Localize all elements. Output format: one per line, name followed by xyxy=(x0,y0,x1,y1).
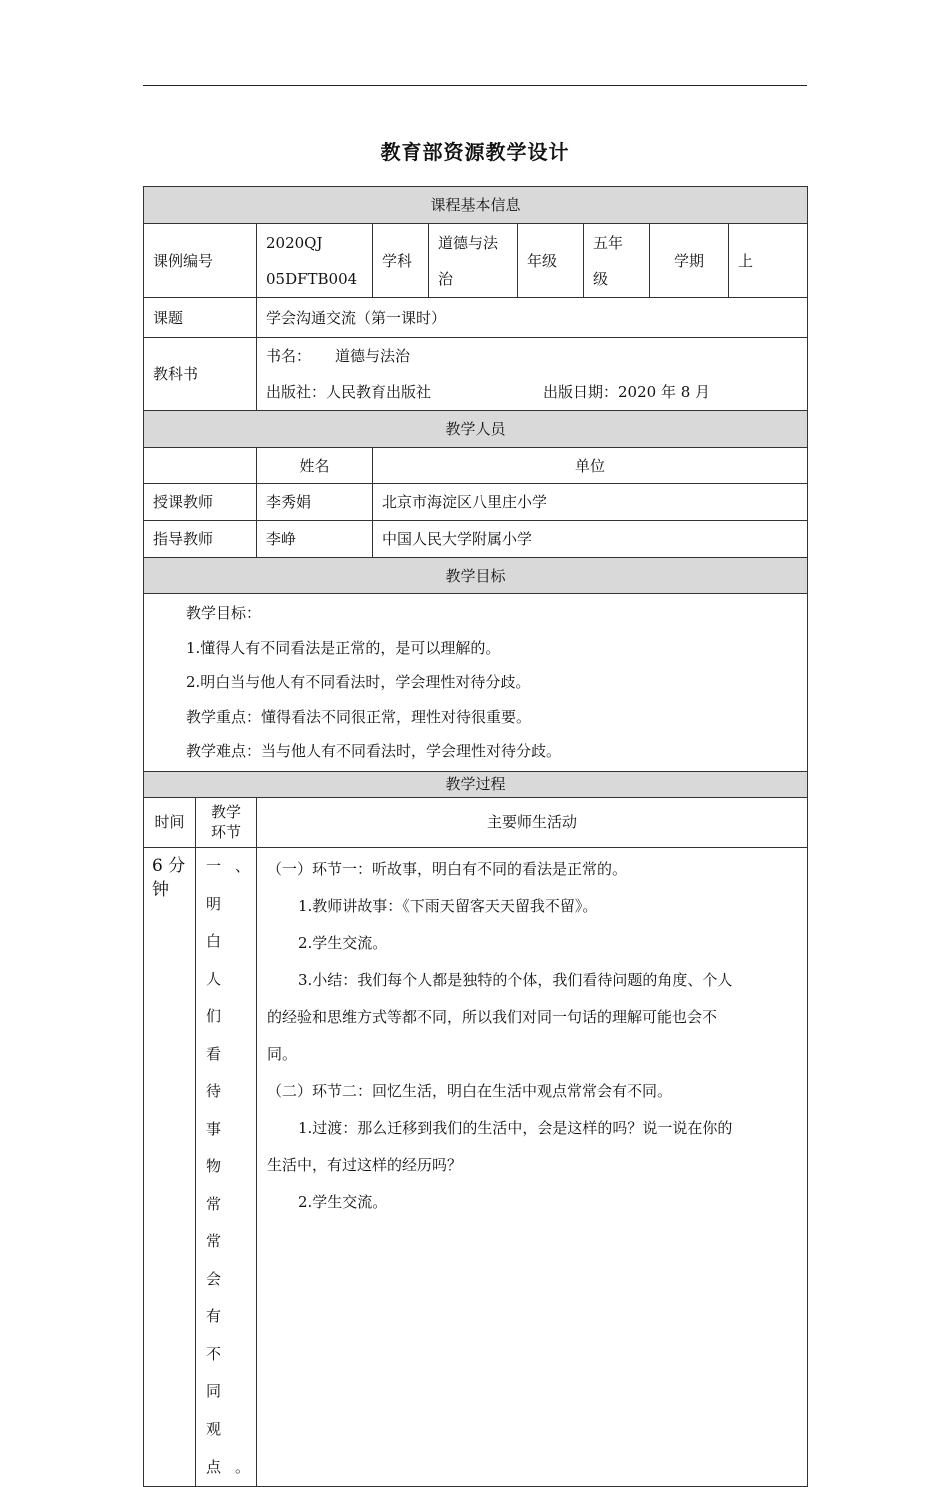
process-stage: 一、 明白 人们 看待 事物 常常 会有 不同 观 点。 xyxy=(196,847,257,1486)
activity-line: （一）环节一：听故事，明白有不同的看法是正常的。 xyxy=(267,859,628,878)
activity-line: 2.学生交流。 xyxy=(298,1192,388,1211)
term-label: 学期 xyxy=(650,224,729,298)
goals-content xyxy=(144,594,808,772)
case-number-label: 课例编号 xyxy=(144,224,257,298)
activity-line: 3.小结：我们每个人都是独特的个体，我们看待问题的角度、个人 xyxy=(298,970,733,989)
topic-label: 课题 xyxy=(144,298,257,338)
subject-value: 道德与法 治 xyxy=(429,224,518,298)
activity-line: 生活中，有过这样的经历吗？ xyxy=(267,1155,463,1174)
staff-role: 授课教师 xyxy=(144,484,257,521)
staff-name: 李峥 xyxy=(257,521,373,558)
staff-unit: 中国人民大学附属小学 xyxy=(373,521,808,558)
goals-line: 教学重点：懂得看法不同很正常，理性对待很重要。 xyxy=(186,707,532,726)
staff-header-unit: 单位 xyxy=(373,448,808,484)
process-activities xyxy=(257,847,808,1486)
staff-role: 指导教师 xyxy=(144,521,257,558)
staff-header-name: 姓名 xyxy=(257,448,373,484)
staff-unit: 北京市海淀区八里庄小学 xyxy=(373,484,808,521)
activity-line: （二）环节二：回忆生活，明白在生活中观点常常会有不同。 xyxy=(267,1081,673,1100)
grade-label: 年级 xyxy=(518,224,584,298)
process-time: 6 分 钟 xyxy=(144,847,196,1486)
document-title: 教育部资源教学设计 xyxy=(380,140,570,164)
section-basic-info: 课程基本信息 xyxy=(144,187,808,224)
goals-line: 2.明白当与他人有不同看法时，学会理性对待分歧。 xyxy=(186,673,531,691)
activity-line: 1.过渡：那么迁移到我们的生活中，会是这样的吗？说一说在你的 xyxy=(298,1118,733,1137)
goals-line: 教学难点：当与他人有不同看法时，学会理性对待分歧。 xyxy=(186,742,562,760)
activity-line: 同。 xyxy=(267,1044,298,1063)
topic-value: 学会沟通交流（第一课时） xyxy=(257,298,808,338)
subject-label: 学科 xyxy=(373,224,429,298)
term-value: 上 xyxy=(729,224,808,298)
process-header-time: 时间 xyxy=(144,797,196,847)
process-header-activity: 主要师生活动 xyxy=(257,797,808,847)
header-rule xyxy=(143,85,807,86)
grade-value: 五年 级 xyxy=(584,224,650,298)
process-header-stage: 教学 环节 xyxy=(196,797,257,847)
textbook-info: 书名： 道德与法治 出版社：人民教育出版社 出版日期：2020 年 8 月 xyxy=(257,338,808,411)
activity-line: 的经验和思维方式等都不同，所以我们对同一句话的理解可能也会不 xyxy=(267,1007,718,1026)
activity-line: 1.教师讲故事：《下雨天留客天天留我不留》。 xyxy=(298,896,598,915)
goals-line: 教学目标： xyxy=(186,604,262,622)
section-staff: 教学人员 xyxy=(144,411,808,448)
case-number-value: 2020QJ 05DFTB004 xyxy=(257,224,373,298)
activity-line: 2.学生交流。 xyxy=(298,933,388,952)
staff-name: 李秀娟 xyxy=(257,484,373,521)
textbook-label: 教科书 xyxy=(144,338,257,411)
staff-header-blank xyxy=(144,448,257,484)
section-process: 教学过程 xyxy=(144,771,808,797)
lesson-design-table xyxy=(143,186,808,1487)
goals-line: 1.懂得人有不同看法是正常的，是可以理解的。 xyxy=(186,638,501,657)
section-goals: 教学目标 xyxy=(144,558,808,594)
